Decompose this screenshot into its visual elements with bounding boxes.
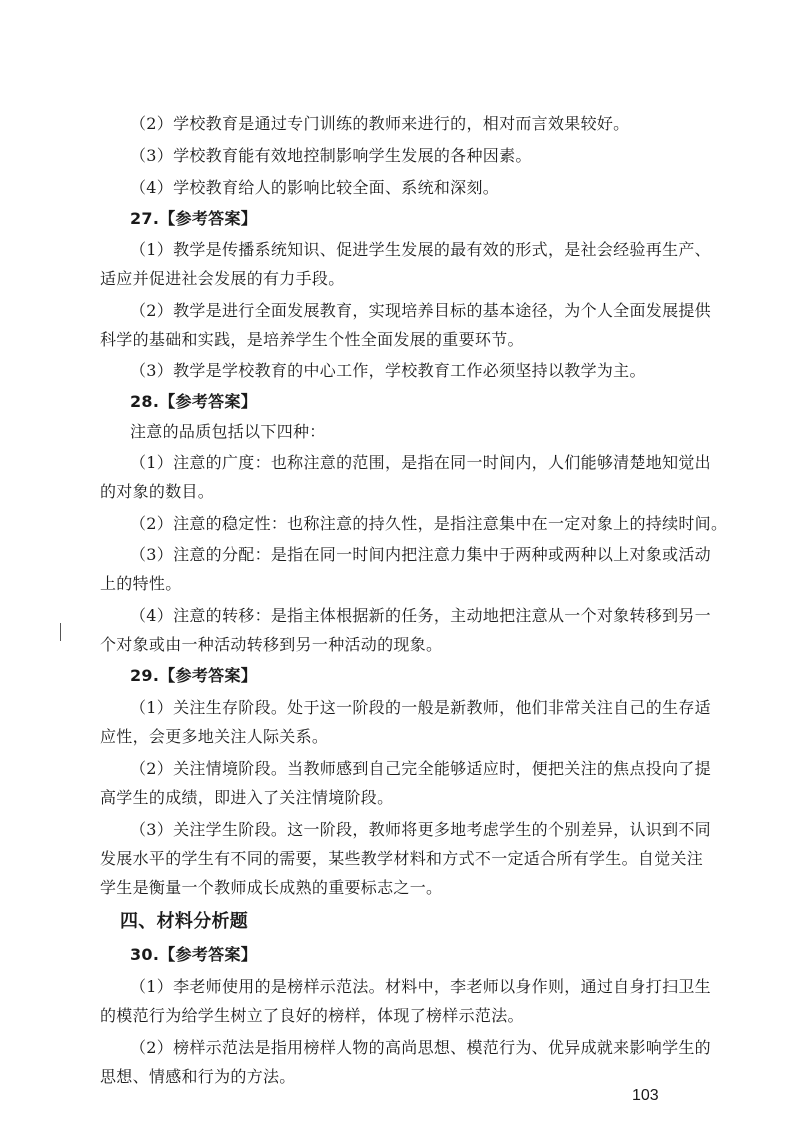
text-line: （2）教学是进行全面发展教育，实现培养目标的基本途径，为个人全面发展提供 (130, 301, 711, 320)
text-line: （3）学校教育能有效地控制影响学生发展的各种因素。 (130, 146, 532, 165)
text-line: （1）关注生存阶段。处于这一阶段的一般是新教师，他们非常关注自己的生存适 (130, 698, 711, 717)
answer-heading: 30.【参考答案】 (130, 945, 258, 964)
text-line: 的对象的数目。 (100, 482, 215, 501)
text-line: （4）注意的转移：是指主体根据新的任务，主动地把注意从一个对象转移到另一 (130, 606, 711, 625)
text-line: 上的特性。 (100, 574, 182, 593)
text-line: 思想、情感和行为的方法。 (100, 1067, 296, 1086)
text-line: （1）教学是传播系统知识、促进学生发展的最有效的形式，是社会经验再生产、 (130, 240, 711, 259)
text-line: （3）注意的分配：是指在同一时间内把注意力集中于两种或两种以上对象或活动 (130, 545, 711, 564)
text-line: （4）学校教育给人的影响比较全面、系统和深刻。 (130, 178, 500, 197)
text-line: （2）关注情境阶段。当教师感到自己完全能够适应时，便把关注的焦点投向了提 (130, 759, 711, 778)
text-line: 科学的基础和实践，是培养学生个性全面发展的重要环节。 (100, 330, 524, 349)
text-line: （3）教学是学校教育的中心工作，学校教育工作必须坚持以教学为主。 (130, 361, 646, 380)
text-line: 高学生的成绩，即进入了关注情境阶段。 (100, 788, 394, 807)
answer-heading: 28.【参考答案】 (130, 392, 258, 411)
answer-heading: 27.【参考答案】 (130, 209, 258, 228)
text-line: 学生是衡量一个教师成长成熟的重要标志之一。 (100, 878, 443, 897)
text-line: （1）注意的广度：也称注意的范围，是指在同一时间内，人们能够清楚地知觉出 (130, 453, 711, 472)
text-line: （2）注意的稳定性：也称注意的持久性，是指注意集中在一定对象上的持续时间。 (130, 514, 728, 533)
text-line: 应性，会更多地关注人际关系。 (100, 727, 329, 746)
page-number: 103 (632, 1087, 659, 1104)
text-line: 发展水平的学生有不同的需要，某些教学材料和方式不一定适合所有学生。自觉关注 (100, 849, 704, 868)
margin-mark (60, 623, 61, 641)
text-line: 注意的品质包括以下四种： (130, 422, 326, 441)
text-line: （2）学校教育是通过专门训练的教师来进行的，相对而言效果较好。 (130, 114, 630, 133)
text-line: 的模范行为给学生树立了良好的榜样，体现了榜样示范法。 (100, 1006, 524, 1025)
section-heading: 四、材料分析题 (120, 911, 249, 932)
text-line: 个对象或由一种活动转移到另一种活动的现象。 (100, 635, 443, 654)
text-line: （1）李老师使用的是榜样示范法。材料中，李老师以身作则，通过自身打扫卫生 (130, 977, 711, 996)
text-line: （2）榜样示范法是指用榜样人物的高尚思想、模范行为、优异成就来影响学生的 (130, 1038, 711, 1057)
text-line: （3）关注学生阶段。这一阶段，教师将更多地考虑学生的个别差异，认识到不同 (130, 820, 711, 839)
answer-heading: 29.【参考答案】 (130, 666, 258, 685)
text-line: 适应并促进社会发展的有力手段。 (100, 269, 345, 288)
